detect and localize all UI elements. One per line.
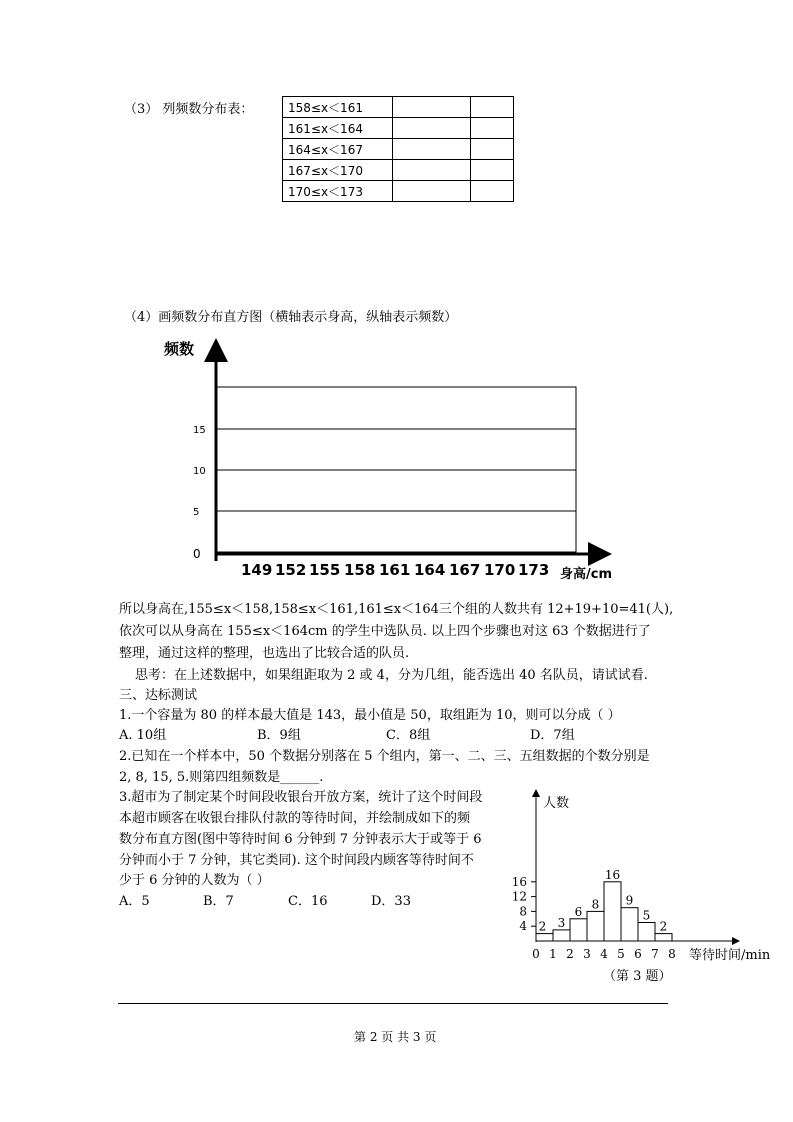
section-heading: 三、达标测试 <box>119 688 198 703</box>
table-cell-empty <box>393 160 471 181</box>
paragraph-line: 依次可以从身高在 155≤x＜164cm 的学生中选队员. 以上四个步骤也对这 63 个数据进行了 <box>119 624 651 639</box>
x-tick-label: 158 <box>344 561 376 579</box>
table-cell: 164≤x＜167 <box>283 139 393 160</box>
q3-bar-label: 6 <box>574 904 583 919</box>
q3-y-tick-label: 16 <box>511 874 527 889</box>
q3-bar-label: 16 <box>604 867 621 882</box>
q3-ylabel: 人数 <box>543 796 570 811</box>
x-tick-label: 167 <box>449 561 481 579</box>
x-tick-label: 164 <box>414 561 446 579</box>
table-cell-empty <box>471 139 514 160</box>
y-tick-label: 0 <box>193 547 201 561</box>
histogram-xlabel: 身高/cm <box>560 567 613 582</box>
q3-bar-label: 8 <box>591 897 600 912</box>
q1-option-c: C．8组 <box>386 728 431 743</box>
table-cell-empty <box>471 97 514 118</box>
table-cell-empty <box>393 118 471 139</box>
x-tick-label: 152 <box>275 561 307 579</box>
section4-label: （4）画频数分布直方图（横轴表示身高，纵轴表示频数） <box>124 310 458 325</box>
q3-xlabel: 等待时间/min <box>689 948 771 963</box>
footer-rule <box>118 1003 668 1004</box>
table-cell-empty <box>393 97 471 118</box>
question-1: 1.一个容量为 80 的样本最大值是 143，最小值是 50，取组距为 10，则可以分成（ ） <box>119 708 621 723</box>
table-cell-empty <box>471 181 514 202</box>
q3-bar <box>587 911 604 941</box>
paragraph-line: 整理，通过这样的整理，也选出了比较合适的队员. <box>119 646 410 661</box>
q3-bar <box>536 934 553 941</box>
histogram-ylabel: 频数 <box>164 340 195 358</box>
q3-y-tick-label: 4 <box>519 919 527 934</box>
q3-bar <box>621 908 638 941</box>
table-row <box>283 118 514 139</box>
table-cell: 170≤x＜173 <box>283 181 393 202</box>
question-3: 3.超市为了制定某个时间段收银台开放方案，统计了这个时间段 <box>119 790 483 805</box>
q3-x-tick-label: 8 <box>668 947 676 961</box>
paragraph-line: 所以身高在,155≤x＜158,158≤x＜161,161≤x＜164三个组的人数共有 12+19+10=41(人), <box>119 602 674 617</box>
section3-label: （3） 列频数分布表： <box>124 102 254 117</box>
q3-y-tick-label: 8 <box>519 904 527 919</box>
q3-bar-label: 3 <box>557 915 566 930</box>
q1-option-b: B．9组 <box>257 728 301 743</box>
q3-x-tick-label: 7 <box>651 947 659 961</box>
q3-x-tick-label: 5 <box>617 947 625 961</box>
q3-option-a: A．5 <box>119 894 150 909</box>
q3-y-tick-label: 12 <box>511 889 527 904</box>
q3-x-tick-label: 6 <box>634 947 642 961</box>
q3-bar-label: 2 <box>538 919 547 934</box>
table-row <box>283 160 514 181</box>
question-2-cont: 2, 8, 15, 5.则第四组频数是______. <box>119 770 324 785</box>
x-tick-label: 173 <box>518 561 550 579</box>
question-3-cont: 分钟而小于 7 分钟，其它类同). 这个时间段内顾客等待时间不 <box>119 853 474 868</box>
table-cell: 161≤x＜164 <box>283 118 393 139</box>
q3-x-tick-label: 2 <box>566 947 574 961</box>
q3-x-tick-label: 0 <box>532 947 540 961</box>
q3-option-d: D．33 <box>371 894 411 909</box>
q3-bar <box>553 930 570 941</box>
table-row <box>283 181 514 202</box>
x-tick-label: 155 <box>309 561 341 579</box>
y-tick-label: 15 <box>193 425 206 436</box>
y-tick-label: 5 <box>193 507 200 518</box>
x-tick-label: 161 <box>379 561 411 579</box>
question-3-cont: 数分布直方图(图中等待时间 6 分钟到 7 分钟表示大于或等于 6 <box>119 832 482 847</box>
table-cell-empty <box>393 139 471 160</box>
page-number: 第 2 页 共 3 页 <box>354 1030 437 1044</box>
q3-x-tick-label: 1 <box>549 947 557 961</box>
q3-bar <box>638 923 655 942</box>
y-tick-label: 10 <box>193 466 206 477</box>
q3-x-tick-label: 4 <box>600 947 608 961</box>
table-row <box>283 97 514 118</box>
x-tick-label: 170 <box>484 561 516 579</box>
q3-bar <box>570 919 587 941</box>
frequency-table <box>282 96 514 202</box>
q3-bar-label: 9 <box>625 893 634 908</box>
q3-caption: （第 3 题） <box>603 969 672 984</box>
q3-x-tick-label: 3 <box>583 947 591 961</box>
waiting-time-histogram <box>505 785 780 990</box>
table-cell-empty <box>471 160 514 181</box>
paragraph-line: 思考：在上述数据中，如果组距取为 2 或 4，分为几组，能否选出 40 名队员，请试试看. <box>135 668 648 683</box>
q3-bar-label: 5 <box>642 908 651 923</box>
x-tick-label: 149 <box>241 561 273 579</box>
table-cell-empty <box>393 181 471 202</box>
table-cell: 167≤x＜170 <box>283 160 393 181</box>
q3-option-c: C．16 <box>288 894 328 909</box>
table-row <box>283 139 514 160</box>
q3-option-b: B．7 <box>203 894 234 909</box>
question-3-cont: 少于 6 分钟的人数为（ ） <box>119 873 270 888</box>
q3-bar <box>655 934 672 941</box>
q1-option-a: A. 10组 <box>119 728 167 743</box>
table-cell-empty <box>471 118 514 139</box>
table-cell: 158≤x＜161 <box>283 97 393 118</box>
question-3-cont: 本超市顾客在收银台排队付款的等待时间，并绘制成如下的频 <box>119 811 471 826</box>
q3-bar <box>604 882 621 941</box>
q3-bar-label: 2 <box>659 919 668 934</box>
height-histogram-grid <box>150 330 620 585</box>
question-2: 2.已知在一个样本中，50 个数据分别落在 5 个组内，第一、二、三、五组数据的个数分别是 <box>119 749 650 764</box>
q1-option-d: D．7组 <box>530 728 575 743</box>
